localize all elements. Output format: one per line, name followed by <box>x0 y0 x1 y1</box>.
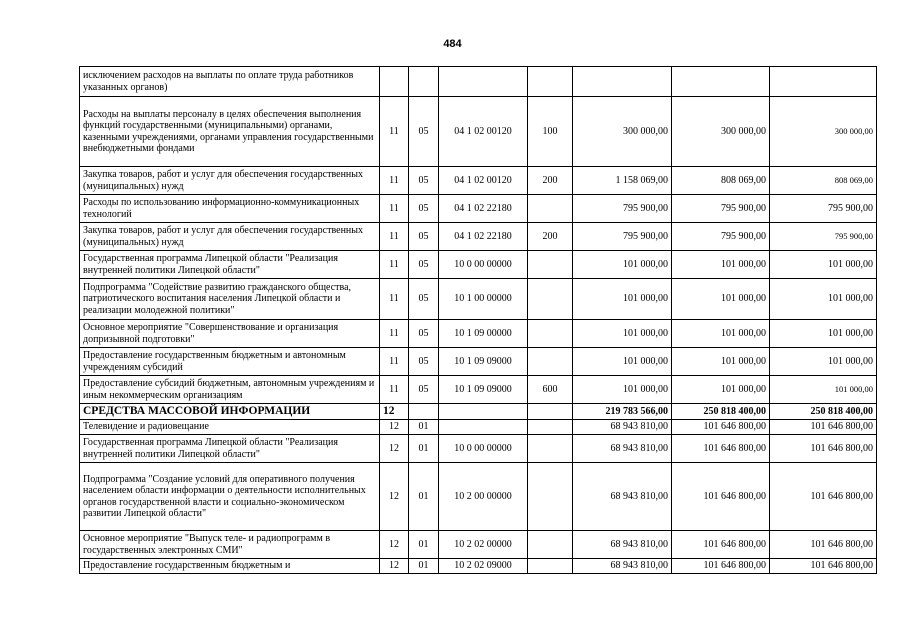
page-number: 484 <box>443 38 462 50</box>
amount-year-1: 101 000,00 <box>573 320 672 348</box>
subsection-code: 05 <box>409 195 439 223</box>
row-description: СРЕДСТВА МАССОВОЙ ИНФОРМАЦИИ <box>80 404 380 420</box>
expense-type-code: 200 <box>528 223 573 251</box>
table-row <box>80 67 877 97</box>
expense-type-code <box>528 195 573 223</box>
expense-type-code <box>528 251 573 279</box>
amount-year-3: 250 818 400,00 <box>770 404 877 420</box>
amount-year-3: 101 000,00 <box>770 251 877 279</box>
section-code: 11 <box>380 223 409 251</box>
subsection-code: 05 <box>409 279 439 320</box>
expense-type-code <box>528 559 573 574</box>
expense-type-code <box>528 531 573 559</box>
section-code: 11 <box>380 320 409 348</box>
section-code: 11 <box>380 376 409 404</box>
expense-type-code: 200 <box>528 167 573 195</box>
section-code: 11 <box>380 279 409 320</box>
amount-year-2: 101 646 800,00 <box>672 531 770 559</box>
amount-year-2: 101 646 800,00 <box>672 420 770 435</box>
amount-year-1: 219 783 566,00 <box>573 404 672 420</box>
row-description: Основное мероприятие "Выпуск теле- и радиопрограмм в государственных электронных СМИ" <box>80 531 380 559</box>
section-code <box>380 67 409 97</box>
row-description: Подпрограмма "Создание условий для оперативного получения населением области информации о деятельности исполнительных органов государственной власти и социально-экономическом развитии Липецкой области" <box>80 463 380 531</box>
table-row <box>80 279 877 320</box>
expense-type-code <box>528 67 573 97</box>
row-description: Предоставление государственным бюджетным и автономным учреждениям субсидий <box>80 348 380 376</box>
row-description: Подпрограмма "Содействие развитию гражданского общества, патриотического воспитания населения Липецкой области и реализации молодежной политики" <box>80 279 380 320</box>
row-description: Государственная программа Липецкой области "Реализация внутренней политики Липецкой области" <box>80 435 380 463</box>
row-description: Телевидение и радиовещание <box>80 420 380 435</box>
amount-year-2: 101 000,00 <box>672 279 770 320</box>
section-code: 11 <box>380 167 409 195</box>
target-article-code: 04 1 02 00120 <box>439 167 528 195</box>
expense-type-code: 100 <box>528 97 573 167</box>
subsection-code: 05 <box>409 223 439 251</box>
amount-year-2: 300 000,00 <box>672 97 770 167</box>
row-description: Закупка товаров, работ и услуг для обеспечения государственных (муниципальных) нужд <box>80 167 380 195</box>
section-code: 11 <box>380 348 409 376</box>
expense-type-code: 600 <box>528 376 573 404</box>
table-row <box>80 167 877 195</box>
amount-year-2: 795 900,00 <box>672 195 770 223</box>
amount-year-3: 808 069,00 <box>770 167 877 195</box>
amount-year-3: 101 646 800,00 <box>770 463 877 531</box>
table-row <box>80 559 877 574</box>
expense-type-code <box>528 320 573 348</box>
target-article-code <box>439 67 528 97</box>
amount-year-3: 795 900,00 <box>770 223 877 251</box>
amount-year-3: 795 900,00 <box>770 195 877 223</box>
target-article-code: 10 0 00 00000 <box>439 251 528 279</box>
section-code: 11 <box>380 97 409 167</box>
target-article-code: 04 1 02 22180 <box>439 223 528 251</box>
amount-year-3: 101 646 800,00 <box>770 420 877 435</box>
amount-year-2: 101 000,00 <box>672 251 770 279</box>
table-row <box>80 435 877 463</box>
target-article-code <box>439 404 528 420</box>
amount-year-2: 101 646 800,00 <box>672 559 770 574</box>
section-code: 12 <box>380 559 409 574</box>
budget-table <box>79 66 877 574</box>
amount-year-2: 101 646 800,00 <box>672 435 770 463</box>
subsection-code: 05 <box>409 348 439 376</box>
amount-year-3: 101 646 800,00 <box>770 531 877 559</box>
expense-type-code <box>528 279 573 320</box>
amount-year-1: 300 000,00 <box>573 97 672 167</box>
table-row <box>80 420 877 435</box>
table-row <box>80 251 877 279</box>
amount-year-1: 68 943 810,00 <box>573 463 672 531</box>
row-description: исключением расходов на выплаты по оплате труда работников указанных органов) <box>80 67 380 97</box>
amount-year-3: 101 000,00 <box>770 320 877 348</box>
amount-year-1: 68 943 810,00 <box>573 420 672 435</box>
amount-year-1: 795 900,00 <box>573 223 672 251</box>
subsection-code <box>409 404 439 420</box>
expense-type-code <box>528 420 573 435</box>
amount-year-3 <box>770 67 877 97</box>
subsection-code: 01 <box>409 435 439 463</box>
subsection-code: 01 <box>409 420 439 435</box>
table-row <box>80 463 877 531</box>
section-code: 12 <box>380 404 409 420</box>
amount-year-2: 101 000,00 <box>672 320 770 348</box>
amount-year-2: 101 000,00 <box>672 376 770 404</box>
row-description: Основное мероприятие "Совершенствование и организация допризывной подготовки" <box>80 320 380 348</box>
amount-year-2: 101 646 800,00 <box>672 463 770 531</box>
expense-type-code <box>528 463 573 531</box>
expense-type-code <box>528 435 573 463</box>
row-description: Предоставление субсидий бюджетным, автономным учреждениям и иным некоммерческим организациям <box>80 376 380 404</box>
amount-year-1: 101 000,00 <box>573 251 672 279</box>
amount-year-1: 101 000,00 <box>573 279 672 320</box>
target-article-code: 04 1 02 22180 <box>439 195 528 223</box>
amount-year-3: 101 000,00 <box>770 348 877 376</box>
target-article-code: 10 1 09 09000 <box>439 376 528 404</box>
subsection-code: 01 <box>409 559 439 574</box>
expense-type-code <box>528 348 573 376</box>
target-article-code: 04 1 02 00120 <box>439 97 528 167</box>
target-article-code: 10 2 00 00000 <box>439 463 528 531</box>
amount-year-2: 795 900,00 <box>672 223 770 251</box>
table-row <box>80 348 877 376</box>
target-article-code: 10 1 09 00000 <box>439 320 528 348</box>
subsection-code: 01 <box>409 463 439 531</box>
table-row <box>80 320 877 348</box>
table-row <box>80 223 877 251</box>
subsection-code: 05 <box>409 320 439 348</box>
subsection-code: 05 <box>409 97 439 167</box>
expense-type-code <box>528 404 573 420</box>
amount-year-3: 101 000,00 <box>770 279 877 320</box>
target-article-code: 10 2 02 00000 <box>439 531 528 559</box>
section-code: 11 <box>380 195 409 223</box>
amount-year-2 <box>672 67 770 97</box>
subsection-code <box>409 67 439 97</box>
amount-year-1: 68 943 810,00 <box>573 559 672 574</box>
amount-year-1: 101 000,00 <box>573 376 672 404</box>
target-article-code: 10 0 00 00000 <box>439 435 528 463</box>
table-row <box>80 97 877 167</box>
table-row <box>80 404 877 420</box>
table-row <box>80 195 877 223</box>
subsection-code: 05 <box>409 251 439 279</box>
row-description: Расходы по использованию информационно-коммуникационных технологий <box>80 195 380 223</box>
amount-year-1: 101 000,00 <box>573 348 672 376</box>
table-row <box>80 531 877 559</box>
row-description: Закупка товаров, работ и услуг для обеспечения государственных (муниципальных) нужд <box>80 223 380 251</box>
section-code: 12 <box>380 420 409 435</box>
amount-year-1 <box>573 67 672 97</box>
amount-year-2: 808 069,00 <box>672 167 770 195</box>
amount-year-3: 300 000,00 <box>770 97 877 167</box>
subsection-code: 01 <box>409 531 439 559</box>
section-code: 12 <box>380 463 409 531</box>
amount-year-1: 795 900,00 <box>573 195 672 223</box>
subsection-code: 05 <box>409 376 439 404</box>
amount-year-3: 101 000,00 <box>770 376 877 404</box>
amount-year-1: 1 158 069,00 <box>573 167 672 195</box>
section-code: 12 <box>380 435 409 463</box>
amount-year-1: 68 943 810,00 <box>573 435 672 463</box>
row-description: Предоставление государственным бюджетным и <box>80 559 380 574</box>
target-article-code <box>439 420 528 435</box>
table-row <box>80 376 877 404</box>
amount-year-2: 250 818 400,00 <box>672 404 770 420</box>
amount-year-3: 101 646 800,00 <box>770 435 877 463</box>
section-code: 11 <box>380 251 409 279</box>
amount-year-1: 68 943 810,00 <box>573 531 672 559</box>
target-article-code: 10 1 09 09000 <box>439 348 528 376</box>
subsection-code: 05 <box>409 167 439 195</box>
amount-year-3: 101 646 800,00 <box>770 559 877 574</box>
target-article-code: 10 2 02 09000 <box>439 559 528 574</box>
amount-year-2: 101 000,00 <box>672 348 770 376</box>
target-article-code: 10 1 00 00000 <box>439 279 528 320</box>
row-description: Расходы на выплаты персоналу в целях обеспечения выполнения функций государственными (муниципальными) органами, казенными учреждениями, органами управления государственными внебюджетными фондами <box>80 97 380 167</box>
section-code: 12 <box>380 531 409 559</box>
row-description: Государственная программа Липецкой области "Реализация внутренней политики Липецкой области" <box>80 251 380 279</box>
